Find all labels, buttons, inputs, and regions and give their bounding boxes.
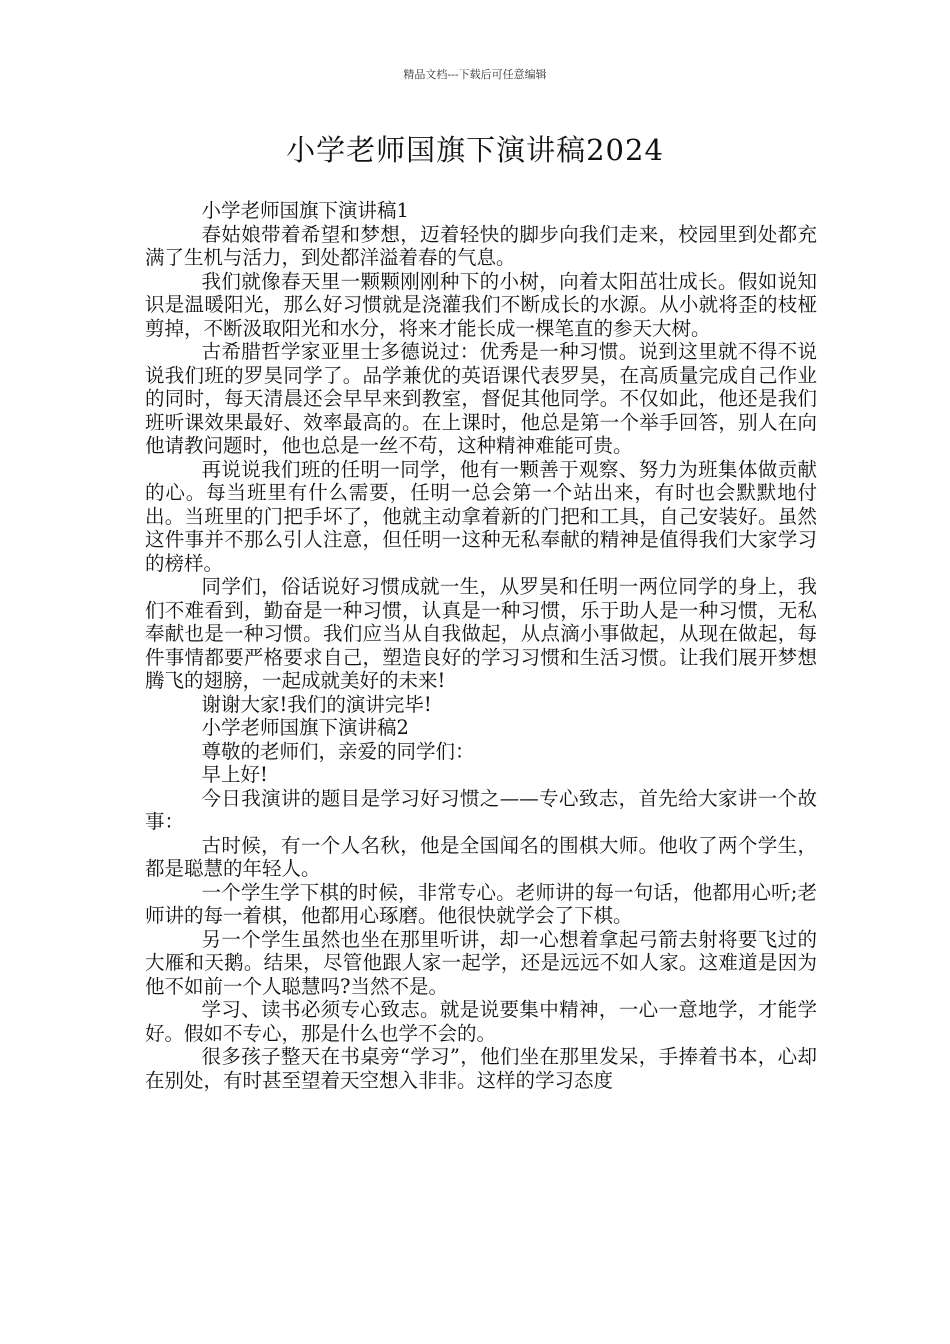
paragraph: 谢谢大家!我们的演讲完毕! (201, 692, 432, 716)
paragraph: 古希腊哲学家亚里士多德说过：优秀是一种习惯。说到这里就不得不说说我们班的罗昊同学了。品学兼优的英语课代表罗昊，在高质量完成自己作业的同时，每天清晨还会早早来到教室，督促其他同学。不仅如此，他还是我们班听课效果最好、效率最高的。在上课时，他总是第一个举手回答，别人在向他请教问题时，他也总是一丝不苟，这种精神难能可贵。 (145, 340, 817, 457)
paragraph: 同学们，俗话说好习惯成就一生，从罗昊和任明一两位同学的身上，我们不难看到，勤奋是一种习惯，认真是一种习惯，乐于助人是一种习惯，无私奉献也是一种习惯。我们应当从自我做起，从点滴小事做起，从现在做起，每件事情都要严格要求自己，塑造良好的学习习惯和生活习惯。让我们展开梦想腾飞的翅膀，一起成就美好的未来! (145, 575, 817, 692)
paragraph: 很多孩子整天在书桌旁“学习”，他们坐在那里发呆，手捧着书本，心却在别处，有时甚至望着天空想入非非。这样的学习态度 (145, 1045, 817, 1092)
paragraph: 古时候，有一个人名秋，他是全国闻名的围棋大师。他收了两个学生，都是聪慧的年轻人。 (145, 833, 817, 880)
document-body (145, 199, 817, 1092)
paragraph: 另一个学生虽然也坐在那里听讲，却一心想着拿起弓箭去射将要飞过的大雁和天鹅。结果，尽管他跟人家一起学，还是远远不如人家。这难道是因为他不如前一个人聪慧吗?当然不是。 (145, 927, 817, 998)
paragraph: 今日我演讲的题目是学习好习惯之——专心致志，首先给大家讲一个故事： (145, 786, 817, 833)
paragraph: 春姑娘带着希望和梦想，迈着轻快的脚步向我们走来，校园里到处都充满了生机与活力，到处都洋溢着春的气息。 (145, 222, 817, 269)
paragraph: 小学老师国旗下演讲稿1 (201, 199, 409, 222)
document-title: 小学老师国旗下演讲稿2024 (286, 133, 664, 167)
paragraph: 再说说我们班的任明一同学，他有一颗善于观察、努力为班集体做贡献的心。每当班里有什么需要，任明一总会第一个站出来，有时也会默默地付出。当班里的门把手坏了，他就主动拿着新的门把和工具，自己安装好。虽然这件事并不那么引人注意，但任明一这种无私奉献的精神是值得我们大家学习的榜样。 (145, 457, 817, 575)
paragraph: 我们就像春天里一颗颗刚刚种下的小树，向着太阳茁壮成长。假如说知识是温暖阳光，那么好习惯就是浇灌我们不断成长的水源。从小就将歪的枝桠剪掉，不断汲取阳光和水分，将来才能长成一棵笔直的参天大树。 (145, 269, 817, 340)
paragraph: 小学老师国旗下演讲稿2 (201, 716, 409, 739)
paragraph: 学习、读书必须专心致志。就是说要集中精神，一心一意地学，才能学好。假如不专心，那是什么也学不会的。 (145, 998, 817, 1045)
paragraph: 早上好! (201, 763, 268, 786)
paragraph: 一个学生学下棋的时候，非常专心。老师讲的每一句话，他都用心听;老师讲的每一着棋，他都用心琢磨。他很快就学会了下棋。 (145, 880, 817, 927)
page-header: 精品文档---下载后可任意编辑 (403, 68, 547, 81)
paragraph: 尊敬的老师们，亲爱的同学们： (201, 739, 475, 763)
